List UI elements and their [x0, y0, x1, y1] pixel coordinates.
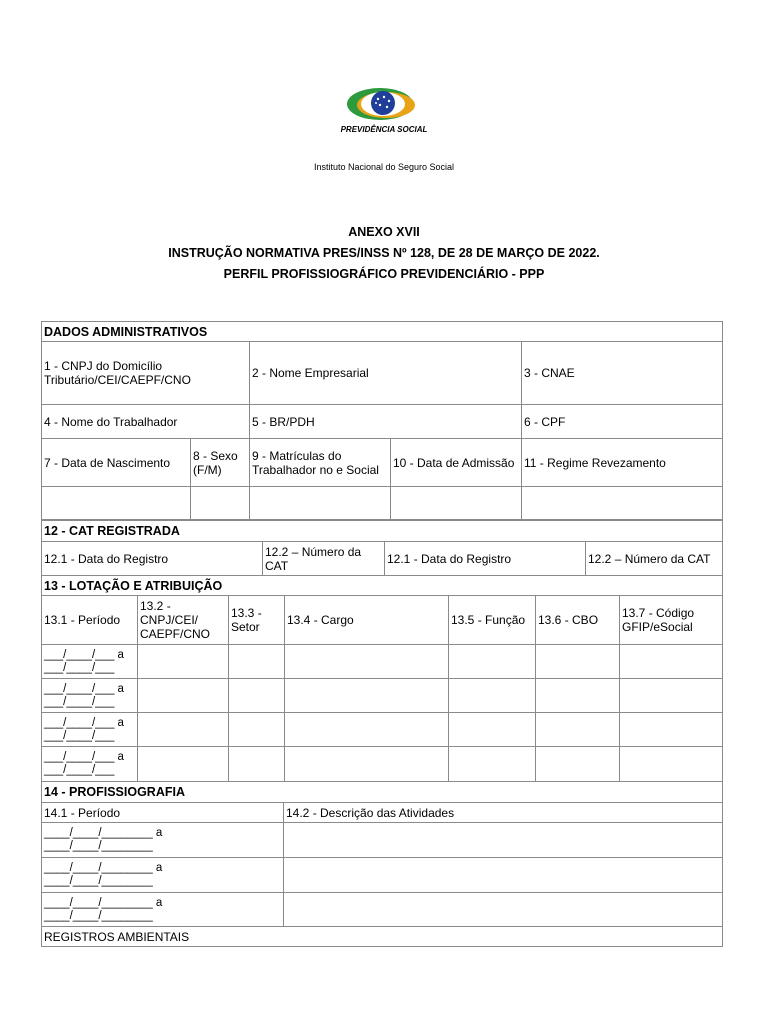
field-shift-regime: 11 - Regime Revezamento [522, 439, 723, 487]
logo-text: PREVIDÊNCIA SOCIAL [340, 125, 428, 134]
field-cnae: 3 - CNAE [522, 342, 723, 405]
cat-number-1: 12.2 – Número da CAT [263, 542, 385, 576]
environmental-records-label: REGISTROS AMBIENTAIS [42, 927, 723, 947]
activity-description-cell[interactable] [284, 858, 723, 893]
period-cell[interactable]: ____/____/________ a ____/____/________ [42, 823, 284, 858]
table-row [42, 747, 723, 782]
col-gfip-code: 13.7 - Código GFIP/eSocial [620, 596, 723, 645]
input-admission-date[interactable] [391, 487, 522, 520]
period-cell[interactable]: ___/____/___ a ___/____/___ [42, 645, 138, 679]
activity-description-cell[interactable] [284, 893, 723, 927]
activity-description-cell[interactable] [284, 823, 723, 858]
period-cell[interactable]: ___/____/___ a ___/____/___ [42, 679, 138, 713]
field-br-pdh: 5 - BR/PDH [250, 405, 522, 439]
cat-registration-date-1: 12.1 - Data do Registro [42, 542, 263, 576]
input-birth-date[interactable] [42, 487, 191, 520]
period-cell[interactable]: ___/____/___ a ___/____/___ [42, 713, 138, 747]
instruction-title: INSTRUÇÃO NORMATIVA PRES/INSS Nº 128, DE 28 DE MARÇO DE 2022. [168, 246, 600, 260]
annex-title: ANEXO XVII [348, 225, 420, 239]
input-shift-regime[interactable] [522, 487, 723, 520]
field-cpf: 6 - CPF [522, 405, 723, 439]
profile-title: PERFIL PROFISSIOGRÁFICO PREVIDENCIÁRIO - PPP [223, 267, 545, 281]
table-row [42, 645, 723, 679]
input-sex[interactable] [191, 487, 250, 520]
document-titles [0, 222, 768, 285]
field-worker-name: 4 - Nome do Trabalhador [42, 405, 250, 439]
field-birth-date: 7 - Data de Nascimento [42, 439, 191, 487]
period-cell[interactable]: ____/____/________ a ____/____/________ [42, 858, 284, 893]
section-cat-title: 12 - CAT REGISTRADA [42, 521, 723, 542]
table-row [42, 858, 723, 893]
cat-table [41, 520, 723, 576]
profissiografia-table [41, 781, 723, 947]
table-row [42, 679, 723, 713]
table-row [42, 893, 723, 927]
col-activities: 14.2 - Descrição das Atividades [284, 803, 723, 823]
cat-number-2: 12.2 – Número da CAT [586, 542, 723, 576]
col-period: 13.1 - Período [42, 596, 138, 645]
institute-name: Instituto Nacional do Seguro Social [313, 162, 455, 172]
field-company-name: 2 - Nome Empresarial [250, 342, 522, 405]
table-row [42, 713, 723, 747]
cat-registration-date-2: 12.1 - Data do Registro [385, 542, 586, 576]
previdencia-social-logo [332, 82, 436, 138]
col-cbo: 13.6 - CBO [536, 596, 620, 645]
field-registrations: 9 - Matrículas do Trabalhador no e Social [250, 439, 391, 487]
section-admin-title: DADOS ADMINISTRATIVOS [42, 322, 723, 342]
section-lotacao-title: 13 - LOTAÇÃO E ATRIBUIÇÃO [42, 576, 723, 596]
col-function: 13.5 - Função [449, 596, 536, 645]
col-sector: 13.3 - Setor [229, 596, 285, 645]
field-sex: 8 - Sexo (F/M) [191, 439, 250, 487]
col-position: 13.4 - Cargo [285, 596, 449, 645]
col-prof-period: 14.1 - Período [42, 803, 284, 823]
table-row [42, 823, 723, 858]
field-cnpj: 1 - CNPJ do Domicílio Tributário/CEI/CAEPF/CNO [42, 342, 250, 405]
input-registrations[interactable] [250, 487, 391, 520]
period-cell[interactable]: ____/____/________ a ____/____/________ [42, 893, 284, 927]
lotacao-table [41, 575, 723, 782]
field-admission-date: 10 - Data de Admissão [391, 439, 522, 487]
admin-table [41, 321, 723, 520]
period-cell[interactable]: ___/____/___ a ___/____/___ [42, 747, 138, 782]
section-prof-title: 14 - PROFISSIOGRAFIA [42, 782, 723, 803]
col-cnpj: 13.2 - CNPJ/CEI/ CAEPF/CNO [138, 596, 229, 645]
